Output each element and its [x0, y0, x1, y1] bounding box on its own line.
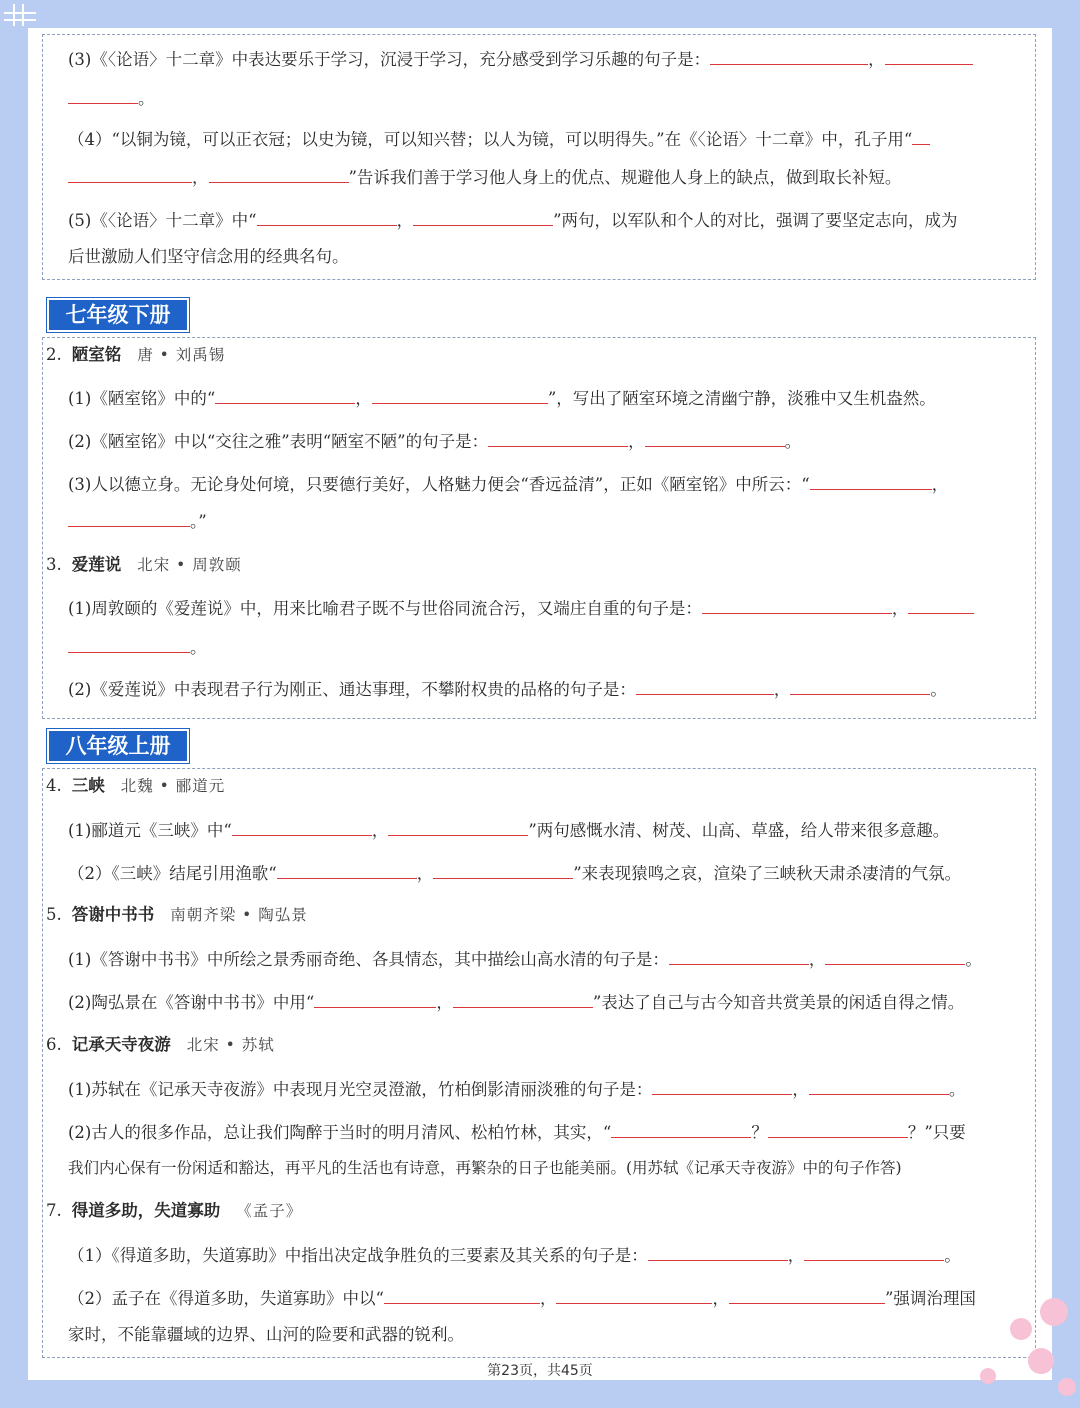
answer-blank[interactable]: [729, 1286, 885, 1304]
poem-title: 得道多助，失道寡助: [71, 1201, 221, 1220]
answer-blank[interactable]: [68, 86, 138, 104]
lunyu-q3-cont: 。: [68, 86, 1032, 110]
corner-hash-decoration: [0, 0, 40, 28]
lunyu-q5-cont: 后世激励人们坚守信念用的经典名句。: [68, 247, 349, 266]
poem-author: 唐 • 刘禹锡: [137, 346, 226, 364]
answer-blank[interactable]: [556, 1286, 712, 1304]
answer-blank[interactable]: [636, 677, 774, 695]
answer-blank[interactable]: [488, 429, 628, 447]
lunyu-q4: （4）“以铜为镜，可以正衣冠；以史为镜，可以知兴替；以人为镜，可以明得失。”在《〈论语〉十二章》中，孔子用“: [68, 127, 1032, 151]
lunyu-q5: (5)《〈论语〉十二章》中“ ， ”两句，以军队和个人的对比，强调了要坚定志向，成为: [68, 208, 1032, 232]
poem-title: 记承天寺夜游: [71, 1035, 171, 1054]
answer-blank[interactable]: [648, 1243, 788, 1261]
answer-blank[interactable]: [372, 386, 548, 404]
answer-blank[interactable]: [810, 472, 932, 490]
daxie-q2: (2)陶弘景在《答谢中书书》中用“ ， ”表达了自己与古今知音共赏美景的闲适自得之情。: [68, 990, 1032, 1014]
answer-blank[interactable]: [912, 127, 930, 145]
poem-title: 陋室铭: [71, 345, 122, 364]
answer-blank[interactable]: [314, 990, 436, 1008]
poem-author: 北宋 • 苏轼: [186, 1036, 275, 1054]
dedao-q2: （2）孟子在《得道多助，失道寡助》中以“ ， ， ”强调治理国: [68, 1286, 1032, 1310]
ailianshuo-q2: (2)《爱莲说》中表现君子行为刚正、通达事理，不攀附权贵的品格的句子是： ， 。: [68, 677, 1032, 701]
poem-author: 南朝齐梁 • 陶弘景: [170, 906, 308, 924]
loushiming-q1: (1)《陋室铭》中的“ ， ”，写出了陋室环境之清幽宁静，淡雅中又生机盎然。: [68, 386, 1032, 410]
grade-heading-8a: 八年级上册: [47, 729, 189, 763]
answer-blank[interactable]: [453, 990, 593, 1008]
answer-blank[interactable]: [768, 1120, 908, 1138]
loushiming-q3: (3)人以德立身。无论身处何境，只要德行美好，人格魅力便会“香远益清”，正如《陋室铭》中所云：“ ，: [68, 472, 1032, 496]
answer-blank[interactable]: [68, 635, 190, 653]
worksheet-page: [28, 28, 1052, 1380]
poem-title: 答谢中书书: [71, 905, 155, 924]
answer-blank[interactable]: [908, 596, 974, 614]
item-heading-ailianshuo: 3. 爱莲说 北宋 • 周敦颐: [46, 555, 242, 574]
item-heading-sanxia: 4. 三峡 北魏 • 郦道元: [46, 776, 226, 795]
sanxia-q1: (1)郦道元《三峡》中“ ， ”两句感慨水清、树茂、山高、草盛，给人带来很多意趣。: [68, 818, 1032, 842]
dedao-q1: （1）《得道多助，失道寡助》中指出决定战争胜负的三要素及其关系的句子是： ， 。: [68, 1243, 1032, 1267]
answer-blank[interactable]: [710, 47, 868, 65]
grade-heading-7b: 七年级下册: [47, 298, 189, 332]
answer-blank[interactable]: [809, 1077, 949, 1095]
daxie-q1: (1)《答谢中书书》中所绘之景秀丽奇绝、各具情态，其中描绘山高水清的句子是： ， 。: [68, 947, 1032, 971]
page-number: 第23页，共45页: [487, 1363, 593, 1379]
ailianshuo-q1: (1)周敦颐的《爱莲说》中，用来比喻君子既不与世俗同流合污，又端庄自重的句子是： ，: [68, 596, 1032, 620]
answer-blank[interactable]: [645, 429, 785, 447]
answer-blank[interactable]: [790, 677, 930, 695]
poem-author: 北魏 • 郦道元: [120, 777, 226, 795]
answer-blank[interactable]: [825, 947, 965, 965]
answer-blank[interactable]: [209, 165, 349, 183]
lunyu-q4-cont: ， ”告诉我们善于学习他人身上的优点、规避他人身上的缺点，做到取长补短。: [68, 165, 1032, 189]
loushiming-q3-cont: 。”: [68, 509, 1032, 533]
answer-blank[interactable]: [804, 1243, 944, 1261]
jicheng-q2-cont: 我们内心保有一份闲适和豁达，再平凡的生活也有诗意，再繁杂的日子也能美丽。(用苏轼《记承天寺夜游》中的句子作答): [68, 1159, 902, 1177]
answer-blank[interactable]: [257, 208, 397, 226]
item-heading-loushiming: 2. 陋室铭 唐 • 刘禹锡: [46, 345, 226, 364]
answer-blank[interactable]: [388, 818, 528, 836]
poem-title: 三峡: [71, 776, 105, 795]
answer-blank[interactable]: [68, 509, 190, 527]
answer-blank[interactable]: [232, 818, 372, 836]
item-heading-jichengtiansi: 6. 记承天寺夜游 北宋 • 苏轼: [46, 1035, 275, 1054]
answer-blank[interactable]: [68, 165, 192, 183]
answer-blank[interactable]: [384, 1286, 540, 1304]
item-heading-dedaoduozhu: 7. 得道多助，失道寡助 《孟子》: [46, 1201, 303, 1220]
answer-blank[interactable]: [611, 1120, 751, 1138]
poem-author: 北宋 • 周敦颐: [137, 556, 242, 574]
poem-title: 爱莲说: [71, 555, 122, 574]
ailianshuo-q1-cont: 。: [68, 635, 1032, 659]
jicheng-q2: (2)古人的很多作品，总让我们陶醉于当时的明月清风、松柏竹林，其实，“ ？ ？”只要: [68, 1120, 1032, 1144]
answer-blank[interactable]: [885, 47, 973, 65]
answer-blank[interactable]: [433, 861, 573, 879]
loushiming-q2: (2)《陋室铭》中以“交往之雅”表明“陋室不陋”的句子是： ， 。: [68, 429, 1032, 453]
answer-blank[interactable]: [215, 386, 355, 404]
section-box-8a: [42, 768, 1036, 1358]
sanxia-q2: （2）《三峡》结尾引用渔歌“ ， ”来表现猿鸣之哀，渲染了三峡秋天肃杀凄清的气氛。: [68, 861, 1032, 885]
poem-author: 《孟子》: [236, 1202, 303, 1220]
jicheng-q1: (1)苏轼在《记承天寺夜游》中表现月光空灵澄澈，竹柏倒影清丽淡雅的句子是： ， 。: [68, 1077, 1032, 1101]
item-heading-daxiezhongshushu: 5. 答谢中书书 南朝齐梁 • 陶弘景: [46, 905, 308, 924]
answer-blank[interactable]: [652, 1077, 792, 1095]
dedao-q2-cont: 家时，不能靠疆域的边界、山河的险要和武器的锐利。: [68, 1325, 464, 1344]
lunyu-q3: (3)《〈论语〉十二章》中表达要乐于学习，沉浸于学习，充分感受到学习乐趣的句子是： ，: [68, 47, 1032, 71]
answer-blank[interactable]: [277, 861, 417, 879]
answer-blank[interactable]: [669, 947, 809, 965]
answer-blank[interactable]: [702, 596, 892, 614]
cherry-blossom-decoration: [940, 1278, 1080, 1408]
answer-blank[interactable]: [413, 208, 553, 226]
